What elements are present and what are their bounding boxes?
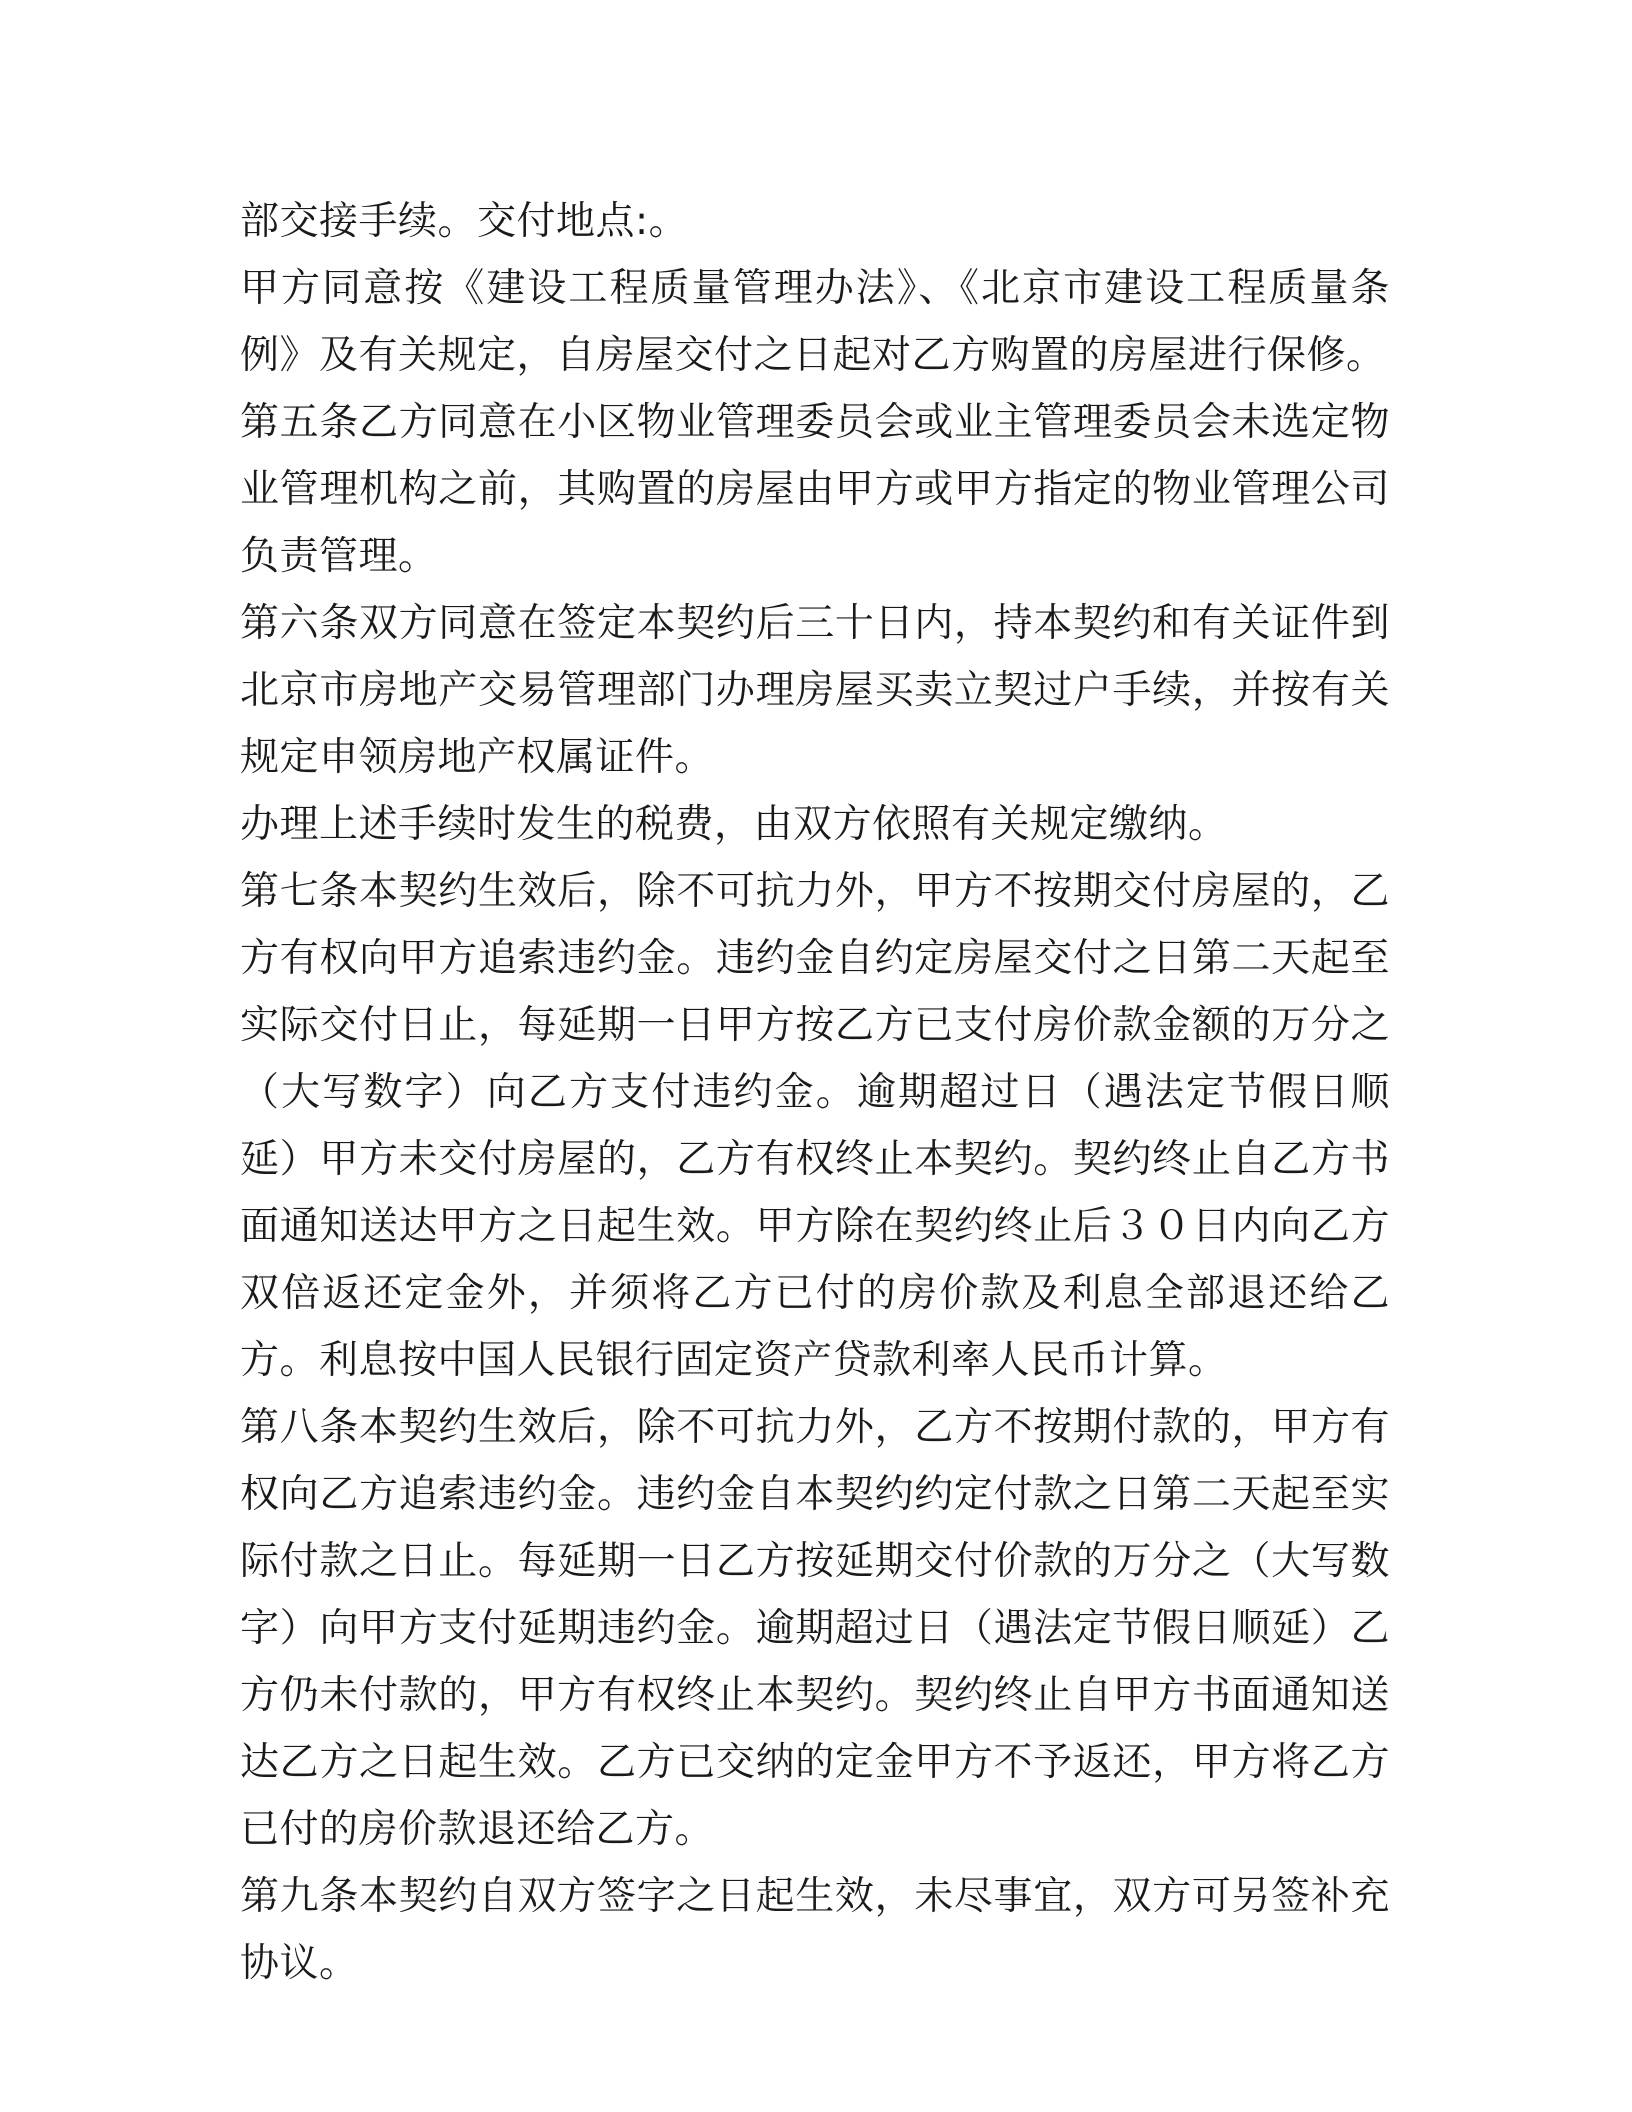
paragraph-taxes: 办理上述手续时发生的税费，由双方依照有关规定缴纳。 <box>240 802 1228 847</box>
paragraph-delivery-location: 部交接手续。交付地点:。 <box>240 199 689 244</box>
paragraph-warranty: 甲方同意按《建设工程质量管理办法》、《北京市建设工程质量条例》及有关规定，自房屋交付之日起对乙方购置的房屋进行保修。 <box>240 266 1390 378</box>
paragraph-article-7: 第七条本契约生效后，除不可抗力外，甲方不按期交付房屋的，乙方有权向甲方追索违约金。违约金自约定房屋交付之日第二天起至实际交付日止，每延期一日甲方按乙方已支付房价款金额的万分之（大写数字）向乙方支付违约金。逾期超过日（遇法定节假日顺延）甲方未交付房屋的，乙方有权终止本契约。契约终止自乙方书面通知送达甲方之日起生效。甲方除在契约终止后３０日内向乙方双倍返还定金外，并须将乙方已付的房价款及利息全部退还给乙方。利息按中国人民银行固定资产贷款利率人民币计算。 <box>240 869 1390 1383</box>
document-body <box>240 188 1390 1997</box>
paragraph-article-6: 第六条双方同意在签定本契约后三十日内，持本契约和有关证件到北京市房地产交易管理部门办理房屋买卖立契过户手续，并按有关规定申领房地产权属证件。 <box>240 601 1390 780</box>
paragraph-article-9: 第九条本契约自双方签字之日起生效，未尽事宜，双方可另签补充协议。 <box>240 1874 1390 1986</box>
paragraph-article-5: 第五条乙方同意在小区物业管理委员会或业主管理委员会未选定物业管理机构之前，其购置的房屋由甲方或甲方指定的物业管理公司负责管理。 <box>240 400 1390 579</box>
paragraph-article-8: 第八条本契约生效后，除不可抗力外，乙方不按期付款的，甲方有权向乙方追索违约金。违约金自本契约约定付款之日第二天起至实际付款之日止。每延期一日乙方按延期交付价款的万分之（大写数字）向甲方支付延期违约金。逾期超过日（遇法定节假日顺延）乙方仍未付款的，甲方有权终止本契约。契约终止自甲方书面通知送达乙方之日起生效。乙方已交纳的定金甲方不予返还，甲方将乙方已付的房价款退还给乙方。 <box>240 1405 1390 1852</box>
